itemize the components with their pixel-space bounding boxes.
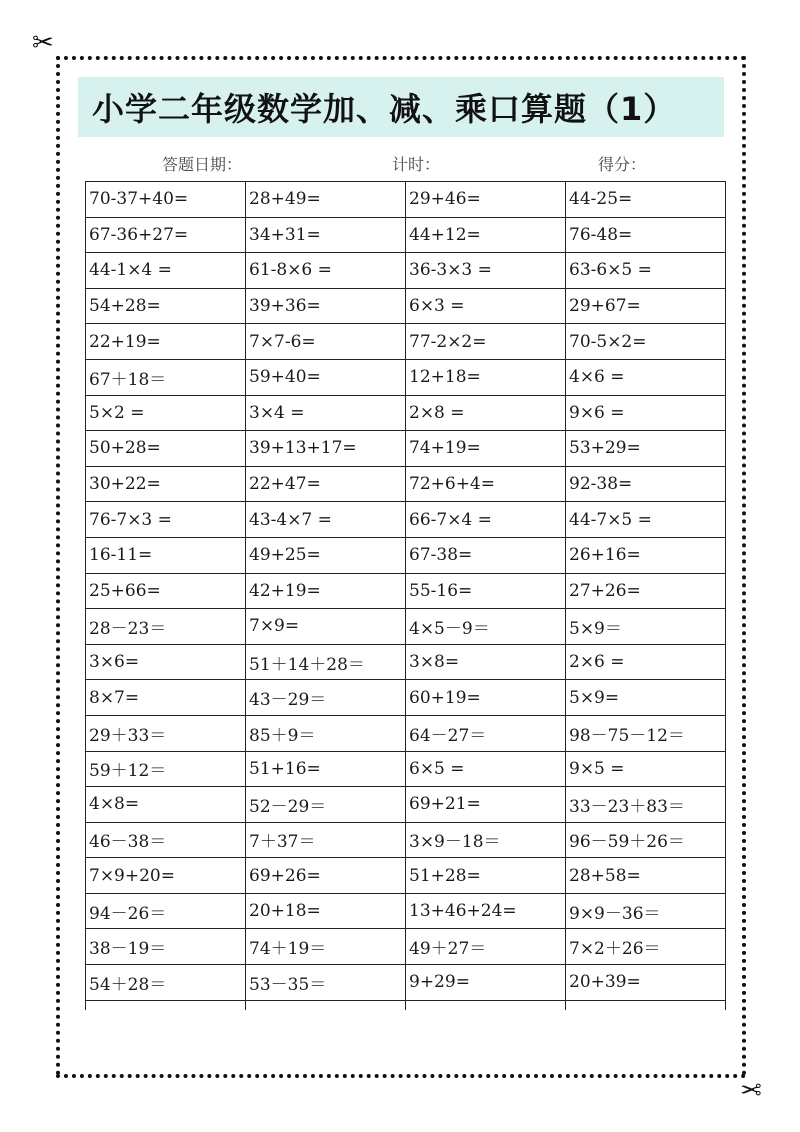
problem-cell: 46－38＝: [86, 822, 246, 858]
problem-cell: 70-37+40=: [86, 182, 246, 218]
empty-cell: [566, 1000, 726, 1010]
table-row: [86, 502, 726, 538]
problem-cell: 67＋18＝: [86, 359, 246, 395]
page-title: 小学二年级数学加、减、乘口算题（1）: [92, 90, 677, 128]
table-row: [86, 573, 726, 609]
problem-cell: 27+26=: [566, 573, 726, 609]
problem-cell: 54＋28＝: [86, 965, 246, 1001]
problem-cell: 33－23＋83＝: [566, 787, 726, 823]
problem-cell: 3×9－18＝: [406, 822, 566, 858]
problem-cell: 94－26＝: [86, 893, 246, 929]
problem-cell: 77-2×2=: [406, 324, 566, 360]
info-row: [0, 152, 800, 176]
problem-cell: 16-11=: [86, 537, 246, 573]
problem-cell: 42+19=: [246, 573, 406, 609]
problem-cell: 29＋33＝: [86, 715, 246, 751]
problem-cell: 55-16=: [406, 573, 566, 609]
problem-cell: 39+13+17=: [246, 431, 406, 467]
table-row: [86, 858, 726, 894]
problem-cell: 7＋37＝: [246, 822, 406, 858]
problem-cell: 69+26=: [246, 858, 406, 894]
title-banner: [78, 77, 724, 137]
problem-cell: 49＋27＝: [406, 929, 566, 965]
problem-cell: 3×8=: [406, 644, 566, 680]
problem-cell: 9+29=: [406, 965, 566, 1001]
problem-cell: 61-8×6 =: [246, 253, 406, 289]
problem-cell: 7×7-6=: [246, 324, 406, 360]
problem-cell: 60+19=: [406, 680, 566, 716]
problem-cell: 70-5×2=: [566, 324, 726, 360]
problem-cell: 7×9+20=: [86, 858, 246, 894]
problem-cell: 26+16=: [566, 537, 726, 573]
problem-cell: 85＋9＝: [246, 715, 406, 751]
problem-cell: 6×5 =: [406, 751, 566, 787]
problem-cell: 22+19=: [86, 324, 246, 360]
problem-cell: 76-7×3 =: [86, 502, 246, 538]
table-row: [86, 609, 726, 645]
problem-cell: 59＋12＝: [86, 751, 246, 787]
problem-cell: 39+36=: [246, 288, 406, 324]
problem-cell: 72+6+4=: [406, 466, 566, 502]
problem-cell: 5×2 =: [86, 395, 246, 431]
problem-cell: 4×8=: [86, 787, 246, 823]
problem-cell: 59+40=: [246, 359, 406, 395]
problem-cell: 30+22=: [86, 466, 246, 502]
table-row: [86, 893, 726, 929]
problem-cell: 51+16=: [246, 751, 406, 787]
dotted-border-left: [56, 56, 60, 1076]
problem-cell: 53－35＝: [246, 965, 406, 1001]
problem-cell: 34+31=: [246, 217, 406, 253]
problem-cell: 9×6 =: [566, 395, 726, 431]
problem-cell: 43-4×7 =: [246, 502, 406, 538]
table-row: [86, 253, 726, 289]
problem-cell: 4×6 =: [566, 359, 726, 395]
time-label: 计时：: [392, 155, 441, 174]
exercise-table: [85, 181, 726, 1010]
table-row: [86, 644, 726, 680]
dotted-border-top: [56, 56, 746, 60]
problem-cell: 44+12=: [406, 217, 566, 253]
table-row: [86, 965, 726, 1001]
problem-cell: 4×5－9＝: [406, 609, 566, 645]
problem-cell: 5×9=: [566, 680, 726, 716]
problem-cell: 44-25=: [566, 182, 726, 218]
problem-cell: 44-7×5 =: [566, 502, 726, 538]
score-label: 得分：: [598, 155, 647, 174]
problem-cell: 29+46=: [406, 182, 566, 218]
table-row: [86, 751, 726, 787]
problem-cell: 52－29＝: [246, 787, 406, 823]
empty-cell: [86, 1000, 246, 1010]
table-row: [86, 680, 726, 716]
problem-cell: 53+29=: [566, 431, 726, 467]
problem-cell: 28+58=: [566, 858, 726, 894]
problem-cell: 76-48=: [566, 217, 726, 253]
problem-cell: 2×8 =: [406, 395, 566, 431]
scissors-icon: ✂: [740, 1073, 762, 1103]
problem-cell: 6×3 =: [406, 288, 566, 324]
table-row: [86, 359, 726, 395]
problem-cell: 7×2＋26＝: [566, 929, 726, 965]
problem-cell: 54+28=: [86, 288, 246, 324]
problem-cell: 9×9－36＝: [566, 893, 726, 929]
problem-cell: 51＋14＋28＝: [246, 644, 406, 680]
problem-cell: 2×6 =: [566, 644, 726, 680]
problem-cell: 20+18=: [246, 893, 406, 929]
table-row: [86, 217, 726, 253]
problem-cell: 8×7=: [86, 680, 246, 716]
problem-cell: 44-1×4 =: [86, 253, 246, 289]
problem-cell: 98－75－12＝: [566, 715, 726, 751]
problem-cell: 28+49=: [246, 182, 406, 218]
problem-cell: 63-6×5 =: [566, 253, 726, 289]
problem-cell: 51+28=: [406, 858, 566, 894]
table-row: [86, 929, 726, 965]
problem-cell: 7×9=: [246, 609, 406, 645]
problem-cell: 43－29＝: [246, 680, 406, 716]
problem-cell: 9×5 =: [566, 751, 726, 787]
scissors-icon: ✂: [32, 28, 54, 58]
empty-cell: [406, 1000, 566, 1010]
table-row: [86, 182, 726, 218]
table-row: [86, 324, 726, 360]
table-row: [86, 395, 726, 431]
problem-cell: 67-36+27=: [86, 217, 246, 253]
problem-cell: 50+28=: [86, 431, 246, 467]
date-label: 答题日期：: [162, 155, 243, 174]
table-row: [86, 822, 726, 858]
problem-cell: 25+66=: [86, 573, 246, 609]
problem-cell: 67-38=: [406, 537, 566, 573]
problem-cell: 3×6=: [86, 644, 246, 680]
problem-cell: 29+67=: [566, 288, 726, 324]
problem-cell: 36-3×3 =: [406, 253, 566, 289]
problem-cell: 69+21=: [406, 787, 566, 823]
problem-cell: 38－19＝: [86, 929, 246, 965]
empty-cell: [246, 1000, 406, 1010]
problem-cell: 96－59＋26＝: [566, 822, 726, 858]
table-row: [86, 537, 726, 573]
problem-cell: 12+18=: [406, 359, 566, 395]
table-row: [86, 466, 726, 502]
dotted-border-right: [742, 56, 746, 1076]
problem-cell: 28－23＝: [86, 609, 246, 645]
problem-cell: 5×9＝: [566, 609, 726, 645]
problem-cell: 20+39=: [566, 965, 726, 1001]
table-row: [86, 787, 726, 823]
problem-cell: 3×4 =: [246, 395, 406, 431]
problem-cell: 74＋19＝: [246, 929, 406, 965]
dotted-border-bottom: [56, 1074, 746, 1078]
problem-cell: 66-7×4 =: [406, 502, 566, 538]
table-row: [86, 431, 726, 467]
table-row-cutoff: [86, 1000, 726, 1010]
problem-cell: 13+46+24=: [406, 893, 566, 929]
problem-cell: 92-38=: [566, 466, 726, 502]
table-row: [86, 288, 726, 324]
problem-cell: 49+25=: [246, 537, 406, 573]
table-row: [86, 715, 726, 751]
problem-cell: 22+47=: [246, 466, 406, 502]
problem-cell: 64－27＝: [406, 715, 566, 751]
problem-cell: 74+19=: [406, 431, 566, 467]
